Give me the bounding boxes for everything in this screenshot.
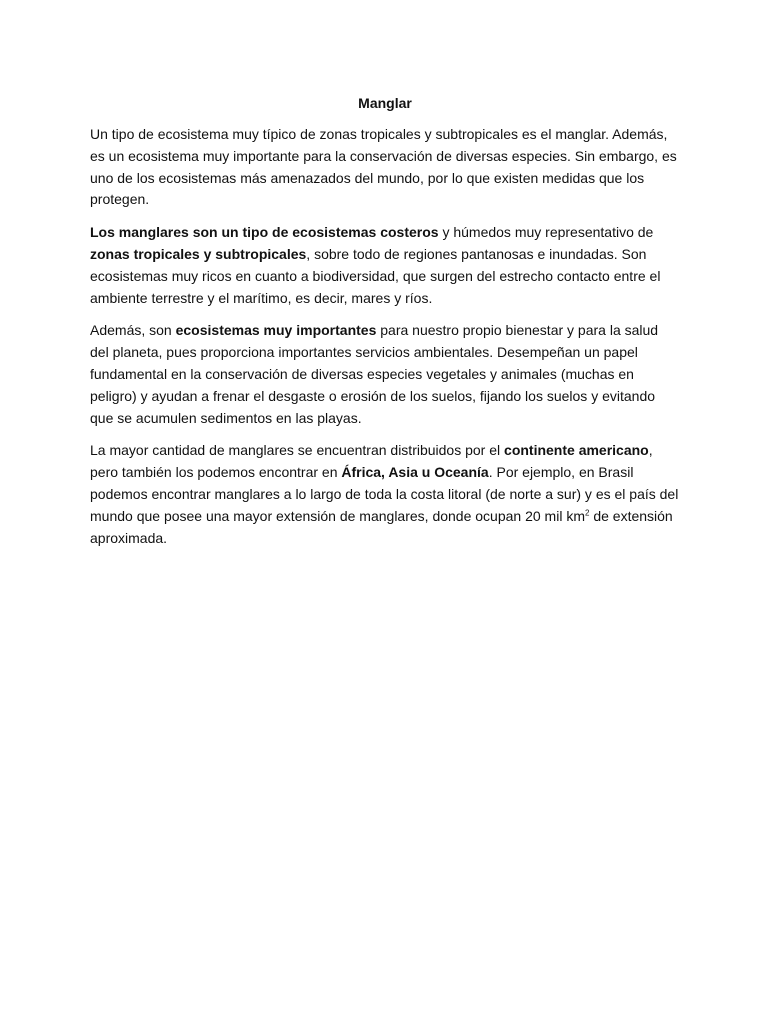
bold-phrase: zonas tropicales y subtropicales bbox=[90, 245, 307, 262]
paragraph-2 bbox=[90, 222, 680, 309]
bold-phrase: ecosistemas muy importantes bbox=[175, 322, 377, 339]
bold-phrase: continente americano bbox=[504, 442, 649, 459]
paragraph-text: , sobre todo de regiones pantanosas e inundadas. Son ecosistemas muy ricos en cuanto a biodiversidad, que surgen del estrecho contacto entre el ambiente terrestre y el marítimo, es decir, mares y ríos. bbox=[90, 245, 661, 306]
paragraph-text: para nuestro propio bienestar y para la salud del planeta, pues proporciona importantes servicios ambientales. Desempeñan un papel fundamental en la conservación de diversas especies vegetales y animales (muchas en peligro) y ayudan a frenar el desgaste o erosión de los suelos, fijando los suelos y evitando que se acumulen sedimentos en las playas. bbox=[90, 322, 659, 426]
paragraph-text: Además, son bbox=[90, 322, 176, 339]
paragraph-text: Un tipo de ecosistema muy típico de zonas tropicales y subtropicales es el manglar. Además, es un ecosistema muy importante para la conservación de diversas especies. Sin embargo, es uno de los ecosistemas más amenazados del mundo, por lo que existen medidas que los protegen. bbox=[90, 126, 677, 208]
bold-phrase: Los manglares son un tipo de ecosistemas costeros bbox=[90, 224, 439, 241]
bold-phrase: África, Asia u Oceanía bbox=[341, 464, 489, 481]
superscript: 2 bbox=[584, 508, 590, 518]
paragraph-1 bbox=[90, 124, 680, 211]
paragraph-text: , pero también los podemos encontrar en bbox=[90, 442, 653, 481]
paragraph-4 bbox=[90, 440, 680, 549]
paragraph-text: La mayor cantidad de manglares se encuentran distribuidos por el bbox=[90, 442, 505, 459]
paragraph-3 bbox=[90, 320, 680, 429]
paragraph-text: de extensión aproximada. bbox=[90, 507, 673, 546]
document-title: Manglar bbox=[358, 95, 412, 111]
paragraph-text: . Por ejemplo, en Brasil podemos encontrar manglares a lo largo de toda la costa litoral (de norte a sur) y es el país del mundo que posee una mayor extensión de manglares, donde ocupan 20 mil km bbox=[90, 464, 679, 524]
paragraph-text: y húmedos muy representativo de bbox=[438, 224, 654, 241]
document-page bbox=[90, 93, 680, 560]
